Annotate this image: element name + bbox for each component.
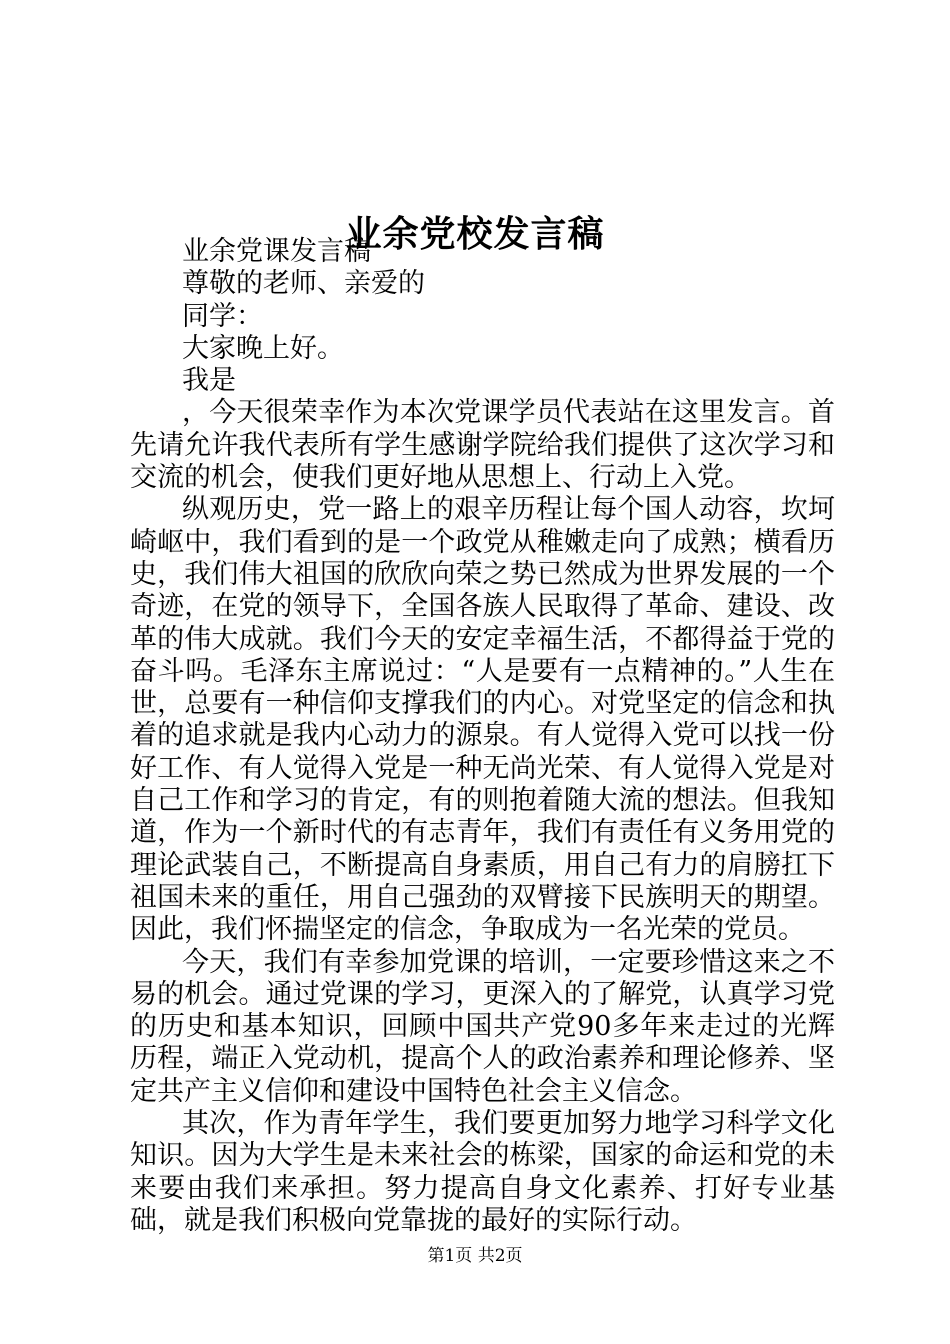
body-paragraph: ，今天很荣幸作为本次党课学员代表站在这里发言。首先请允许我代表所有学生感谢学院给我们提供了这次学习和交流的机会，使我们更好地从思想上、行动上入党。 [130, 397, 835, 494]
body-paragraph: 其次，作为青年学生，我们要更加努力地学习科学文化知识。因为大学生是未来社会的栋梁，国家的命运和党的未来要由我们来承担。努力提高自身文化素养、打好专业基础，就是我们积极向党靠拢的最好的实际行动。 [130, 1108, 835, 1236]
body-paragraph: 我是 [182, 365, 236, 397]
body-paragraph: 同学： [182, 300, 263, 332]
document-body [130, 236, 835, 1237]
body-paragraph: 业余党课发言稿 [182, 236, 371, 267]
document-title: 业余党校发言稿 [345, 213, 605, 256]
body-paragraph: 尊敬的老师、亲爱的 [182, 268, 425, 300]
body-paragraph: 今天，我们有幸参加党课的培训，一定要珍惜这来之不易的机会。通过党课的学习，更深入的了解党，认真学习党的历史和基本知识，回顾中国共产党90多年来走过的光辉历程，端正入党动机，提高个人的政治素养和理论修养、坚定共产主义信仰和建设中国特色社会主义信念。 [130, 946, 835, 1107]
page-number-footer: 第1页 共2页 [427, 1246, 523, 1266]
body-paragraph: 大家晚上好。 [182, 332, 344, 364]
body-paragraph: 纵观历史，党一路上的艰辛历程让每个国人动容，坎坷崎岖中，我们看到的是一个政党从稚嫩走向了成熟；横看历史，我们伟大祖国的欣欣向荣之势已然成为世界发展的一个奇迹，在党的领导下，全国各族人民取得了革命、建设、改革的伟大成就。我们今天的安定幸福生活，不都得益于党的奋斗吗。毛泽东主席说过：“人是要有一点精神的。”人生在世，总要有一种信仰支撑我们的内心。对党坚定的信念和执着的追求就是我内心动力的源泉。有人觉得入党可以找一份好工作、有人觉得入党是一种无尚光荣、有人觉得入党是对自己工作和学习的肯定，有的则抱着随大流的想法。但我知道，作为一个新时代的有志青年，我们有责任有义务用党的理论武装自己，不断提高自身素质，用自己有力的肩膀扛下祖国未来的重任，用自己强劲的双臂接下民族明天的期望。因此，我们怀揣坚定的信念，争取成为一名光荣的党员。 [130, 494, 835, 946]
